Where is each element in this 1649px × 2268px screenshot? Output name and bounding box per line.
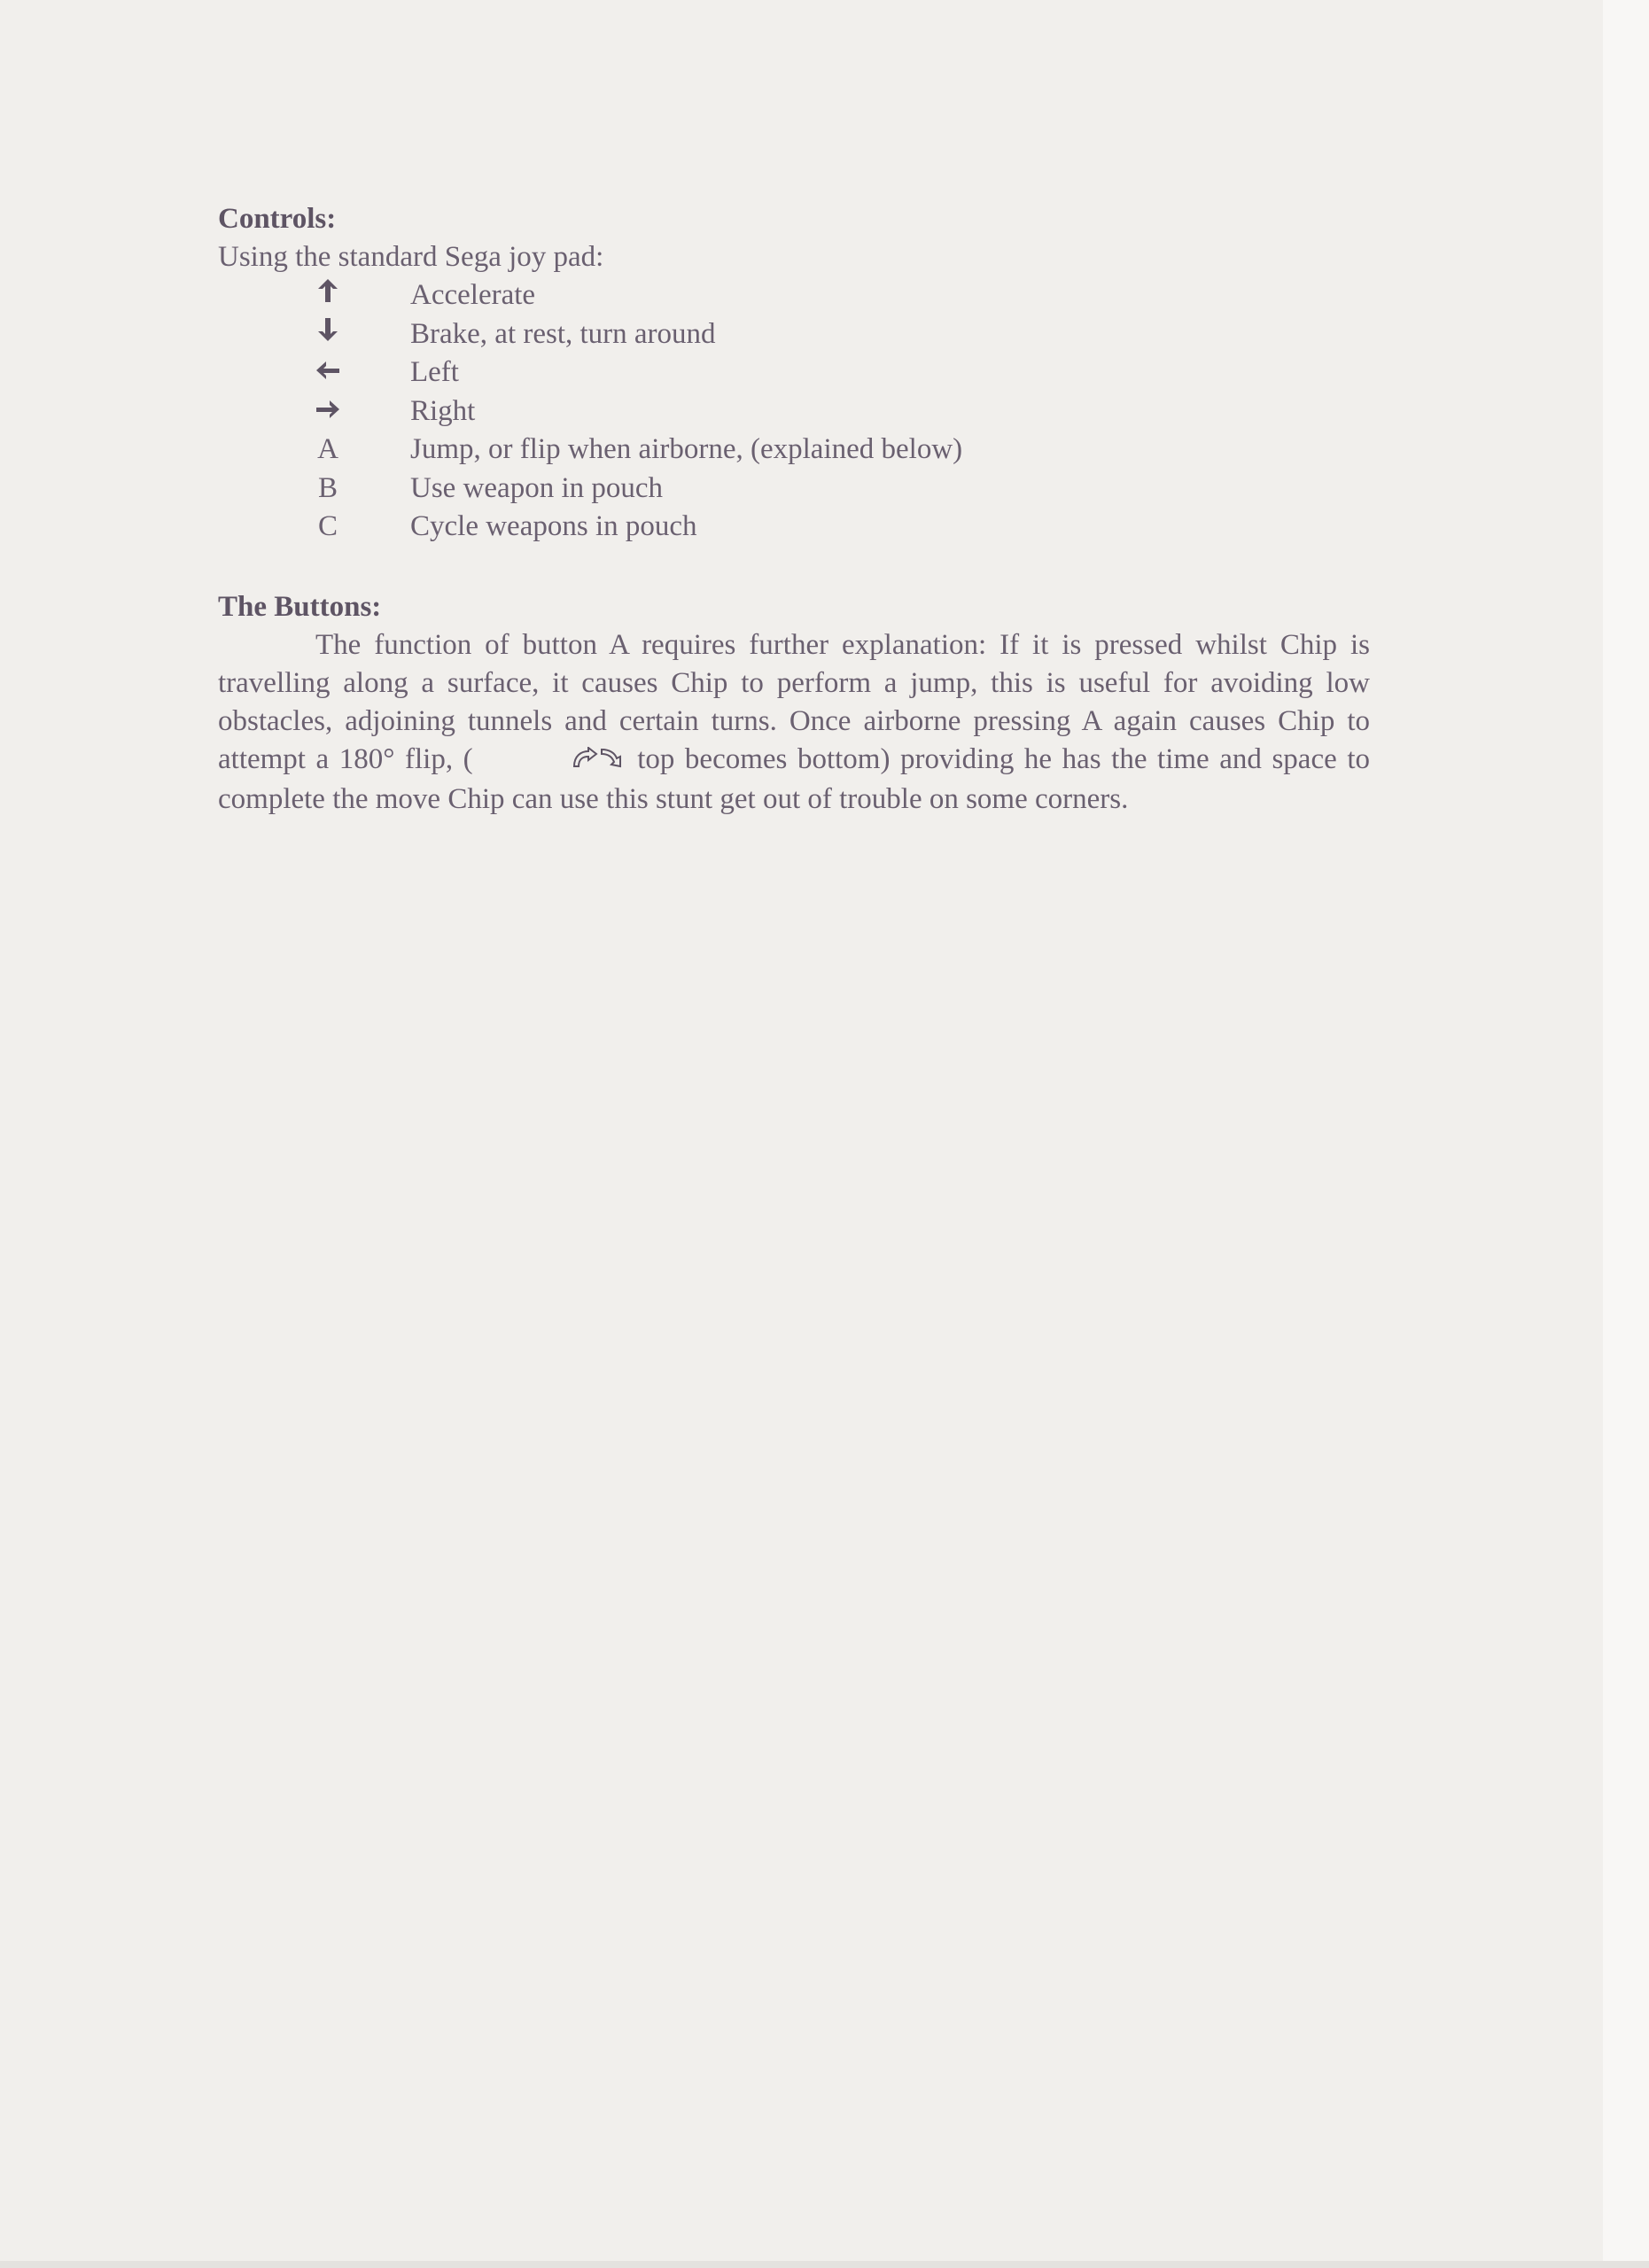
page-bottom-edge [0, 2261, 1649, 2268]
flip-down-arrow-icon [599, 747, 627, 770]
document-body [218, 200, 1396, 819]
control-action: Right [410, 394, 476, 427]
flip-over-arrow-icon [571, 747, 599, 770]
control-key [218, 508, 410, 547]
control-key [218, 276, 410, 315]
control-action: Accelerate [410, 279, 536, 312]
left-arrow-icon [313, 360, 343, 381]
up-arrow-icon [313, 277, 343, 304]
explanation-text-end: top becomes bottom) providing he has the time and space to complete the move Chip can use this stunt get out of trouble on some corners. [218, 742, 1370, 815]
control-action: Left [410, 356, 459, 389]
control-action: Use weapon in pouch [410, 471, 664, 504]
control-key [218, 431, 410, 470]
button-b-key: B [317, 471, 338, 504]
control-key [218, 353, 410, 392]
control-action: Jump, or flip when airborne, (explained below) [410, 433, 963, 466]
control-key [218, 315, 410, 354]
control-row [218, 431, 962, 470]
control-action: Brake, at rest, turn around [410, 317, 716, 350]
control-key [218, 470, 410, 509]
control-row [218, 508, 962, 547]
page-edge [1603, 0, 1649, 2268]
controls-heading: Controls: [218, 203, 337, 235]
button-a-key: A [317, 433, 338, 466]
section-spacer [218, 547, 1396, 588]
control-row [218, 470, 962, 509]
control-row [218, 276, 962, 315]
controls-table [218, 276, 962, 547]
buttons-explanation [218, 626, 1370, 819]
control-key [218, 392, 410, 431]
explanation-text-start: The function of button A requires further explanation: If it is pressed whilst Chip is travelling along a surface, it causes Chip to perform a jump, this is useful for avoiding low obstacles, adjoining tunnels and certain turns. Once airborne pressing A again causes Chip to attempt a 180° flip, ( [218, 628, 1370, 775]
right-arrow-icon [313, 399, 343, 420]
control-action: Cycle weapons in pouch [410, 510, 697, 543]
control-row [218, 353, 962, 392]
buttons-heading: The Buttons: [218, 590, 382, 623]
down-arrow-icon [313, 316, 343, 343]
button-c-key: C [317, 510, 338, 543]
control-row [218, 392, 962, 431]
flip-icons [473, 742, 627, 781]
control-row [218, 315, 962, 354]
controls-intro: Using the standard Sega joy pad: [218, 241, 604, 273]
